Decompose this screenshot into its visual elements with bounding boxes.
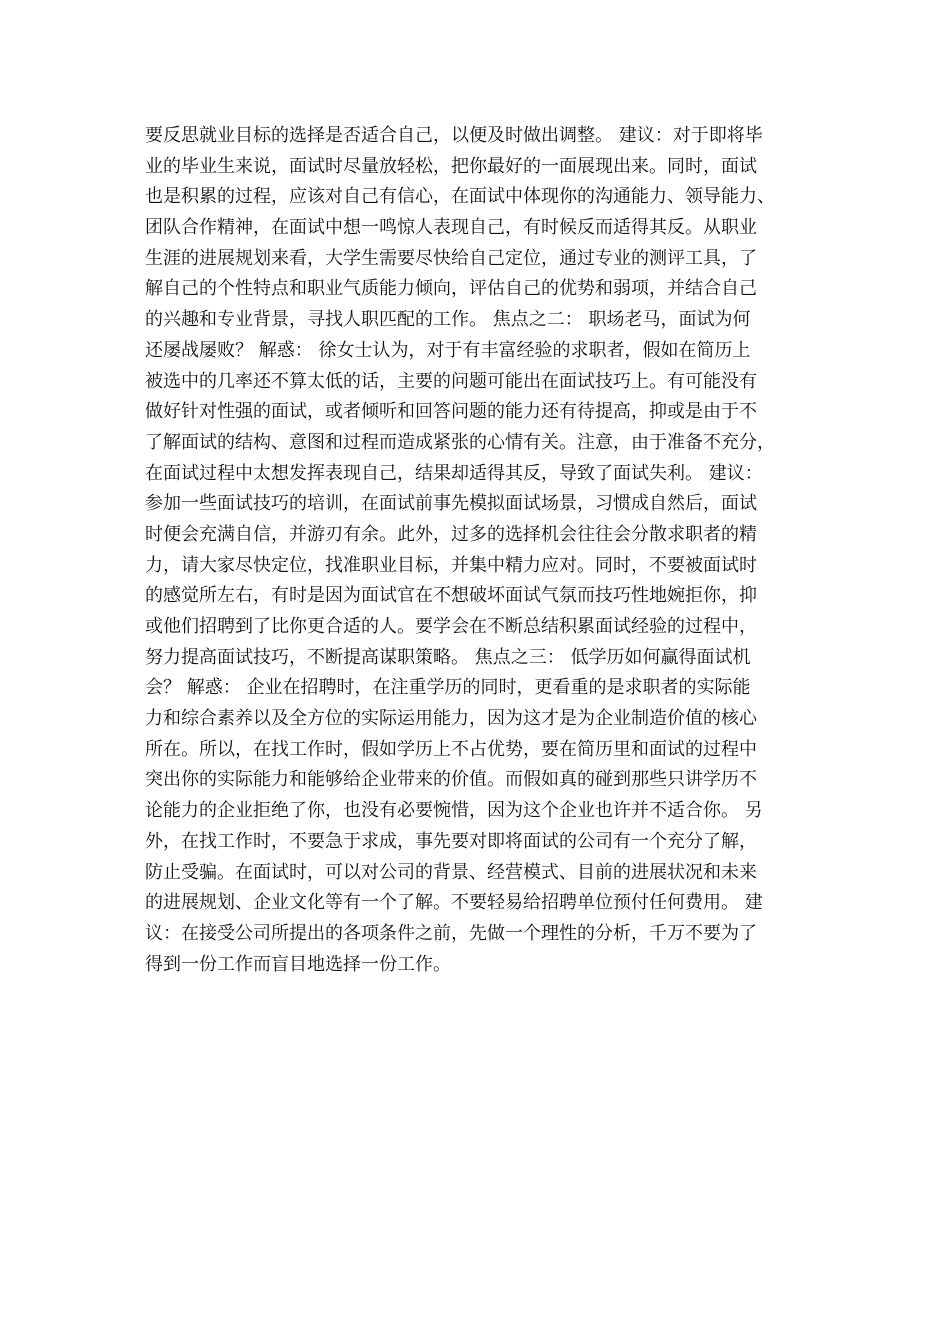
text-line: 外，在找工作时，不要急于求成，事先要对即将面试的公司有一个充分了解，: [145, 830, 757, 852]
text-line: 参加一些面试技巧的培训，在面试前事先模拟面试场景，习惯成自然后，面试: [145, 493, 757, 515]
text-line: 团队合作精神，在面试中想一鸣惊人表现自己，有时候反而适得其反。从职业: [145, 217, 757, 239]
text-line: 做好针对性强的面试，或者倾听和回答问题的能力还有待提高，抑或是由于不: [145, 401, 757, 423]
text-line: 生涯的进展规划来看，大学生需要尽快给自己定位，通过专业的测评工具，了: [145, 247, 757, 269]
text-line: 力，请大家尽快定位，找准职业目标，并集中精力应对。同时，不要被面试时: [145, 554, 757, 576]
text-line: 的感觉所左右，有时是因为面试官在不想破坏面试气氛而技巧性地婉拒你，抑: [145, 585, 757, 607]
text-line: 的进展规划、企业文化等有一个了解。不要轻易给招聘单位预付任何费用。 建: [145, 892, 763, 914]
text-line: 解自己的个性特点和职业气质能力倾向，评估自己的优势和弱项，并结合自己: [145, 278, 757, 300]
text-line: 还屡战屡败？ 解惑： 徐女士认为，对于有丰富经验的求职者，假如在简历上: [145, 339, 751, 361]
text-line: 的兴趣和专业背景，寻找人职匹配的工作。 焦点之二： 职场老马，面试为何: [145, 309, 751, 331]
text-line: 论能力的企业拒绝了你，也没有必要惋惜，因为这个企业也许并不适合你。 另: [145, 800, 763, 822]
text-line: 被选中的几率还不算太低的话，主要的问题可能出在面试技巧上。有可能没有: [145, 370, 757, 392]
text-line: 防止受骗。在面试时，可以对公司的背景、经营模式、目前的进展状况和未来: [145, 861, 757, 883]
text-line: 议：在接受公司所提出的各项条件之前，先做一个理性的分析，千万不要为了: [145, 922, 757, 944]
text-line: 要反思就业目标的选择是否适合自己，以便及时做出调整。 建议：对于即将毕: [145, 125, 763, 146]
text-line: 时便会充满自信，并游刃有余。此外，过多的选择机会往往会分散求职者的精: [145, 523, 757, 545]
text-line: 业的毕业生来说，面试时尽量放轻松，把你最好的一面展现出来。同时，面试: [145, 155, 757, 177]
body-text: [145, 121, 815, 980]
text-line: 力和综合素养以及全方位的实际运用能力，因为这才是为企业制造价值的核心: [145, 708, 757, 730]
text-line: 突出你的实际能力和能够给企业带来的价值。而假如真的碰到那些只讲学历不: [145, 769, 757, 791]
text-line: 会？ 解惑： 企业在招聘时，在注重学历的同时，更看重的是求职者的实际能: [145, 677, 751, 699]
text-line: 努力提高面试技巧，不断提高谋职策略。 焦点之三： 低学历如何赢得面试机: [145, 646, 751, 668]
text-line: 或他们招聘到了比你更合适的人。要学会在不断总结积累面试经验的过程中，: [145, 616, 757, 637]
text-line: 所在。所以，在找工作时，假如学历上不占优势，要在简历里和面试的过程中: [145, 738, 757, 760]
text-line: 也是积累的过程，应该对自己有信心，在面试中体现你的沟通能力、领导能力、: [145, 186, 775, 208]
text-line: 在面试过程中太想发挥表现自己，结果却适得其反，导致了面试失利。 建议：: [145, 462, 763, 484]
text-line: 得到一份工作而盲目地选择一份工作。: [145, 953, 451, 975]
text-line: 了解面试的结构、意图和过程而造成紧张的心情有关。注意，由于准备不充分，: [145, 431, 775, 453]
